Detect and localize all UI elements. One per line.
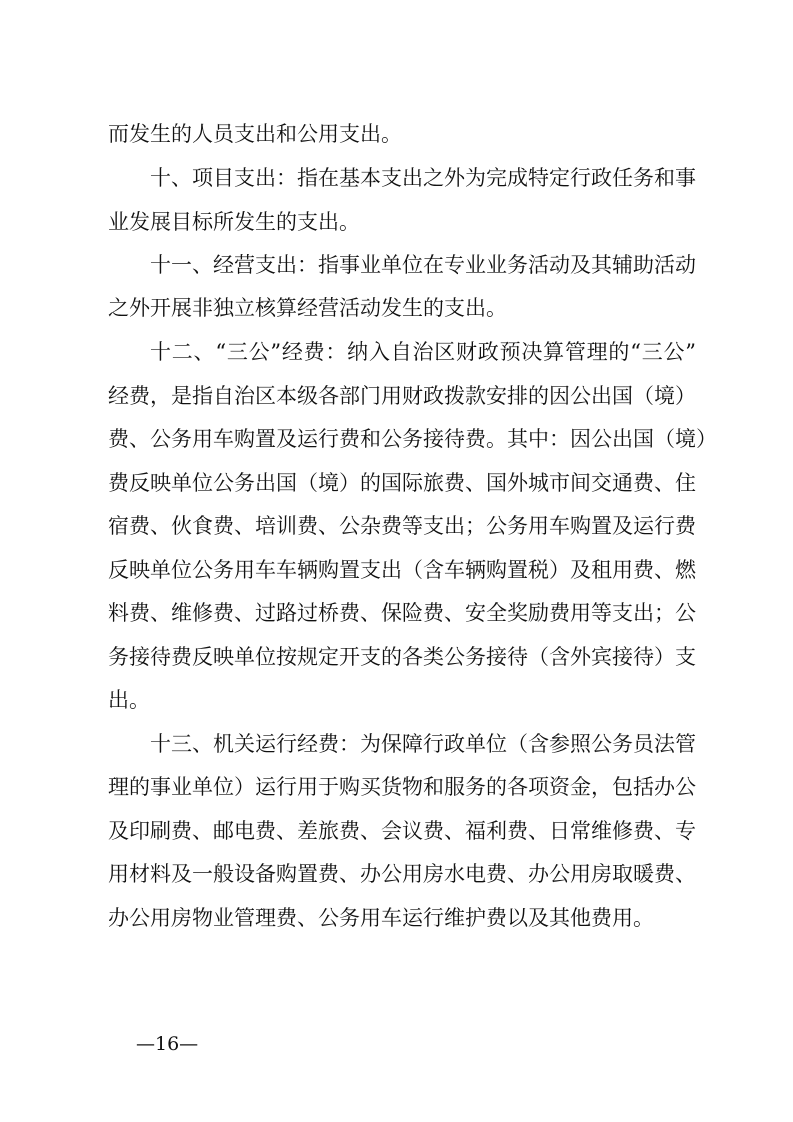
paragraph-line: 十一、经营支出：指事业单位在专业业务活动及其辅助活动 <box>150 253 696 277</box>
paragraph-line: 十、项目支出：指在基本支出之外为完成特定行政任务和事 <box>150 166 696 190</box>
paragraph-line: 而发生的人员支出和公用支出。 <box>108 122 402 146</box>
paragraph-line: 反映单位公务用车车辆购置支出（含车辆购置税）及租用费、燃 <box>108 558 696 582</box>
paragraph-line: 理的事业单位）运行用于购买货物和服务的各项资金，包括办公 <box>108 775 696 799</box>
paragraph-line: 十二、“三公”经费：纳入自治区财政预决算管理的“三公” <box>150 340 696 364</box>
paragraph-line: 出。 <box>108 688 150 712</box>
paragraph-line: 及印刷费、邮电费、差旅费、会议费、福利费、日常维修费、专 <box>108 819 696 843</box>
paragraph-line: 费反映单位公务出国（境）的国际旅费、国外城市间交通费、住 <box>108 471 696 495</box>
paragraph-line: 费、公务用车购置及运行费和公务接待费。其中：因公出国（境） <box>108 427 717 451</box>
paragraph-line: 宿费、伙食费、培训费、公杂费等支出；公务用车购置及运行费 <box>108 514 696 538</box>
paragraph-line: 经费，是指自治区本级各部门用财政拨款安排的因公出国（境） <box>108 384 696 408</box>
paragraph-line: 十三、机关运行经费：为保障行政单位（含参照公务员法管 <box>150 732 696 756</box>
page-number: —16— <box>136 1033 199 1055</box>
paragraph-line: 之外开展非独立核算经营活动发生的支出。 <box>108 296 507 320</box>
paragraph-line: 办公用房物业管理费、公务用车运行维护费以及其他费用。 <box>108 906 654 930</box>
paragraph-line: 用材料及一般设备购置费、办公用房水电费、办公用房取暖费、 <box>108 862 696 886</box>
paragraph-line: 业发展目标所发生的支出。 <box>108 210 360 234</box>
paragraph-line: 务接待费反映单位按规定开支的各类公务接待（含外宾接待）支 <box>108 645 696 669</box>
paragraph-line: 料费、维修费、过路过桥费、保险费、安全奖励费用等支出；公 <box>108 601 696 625</box>
